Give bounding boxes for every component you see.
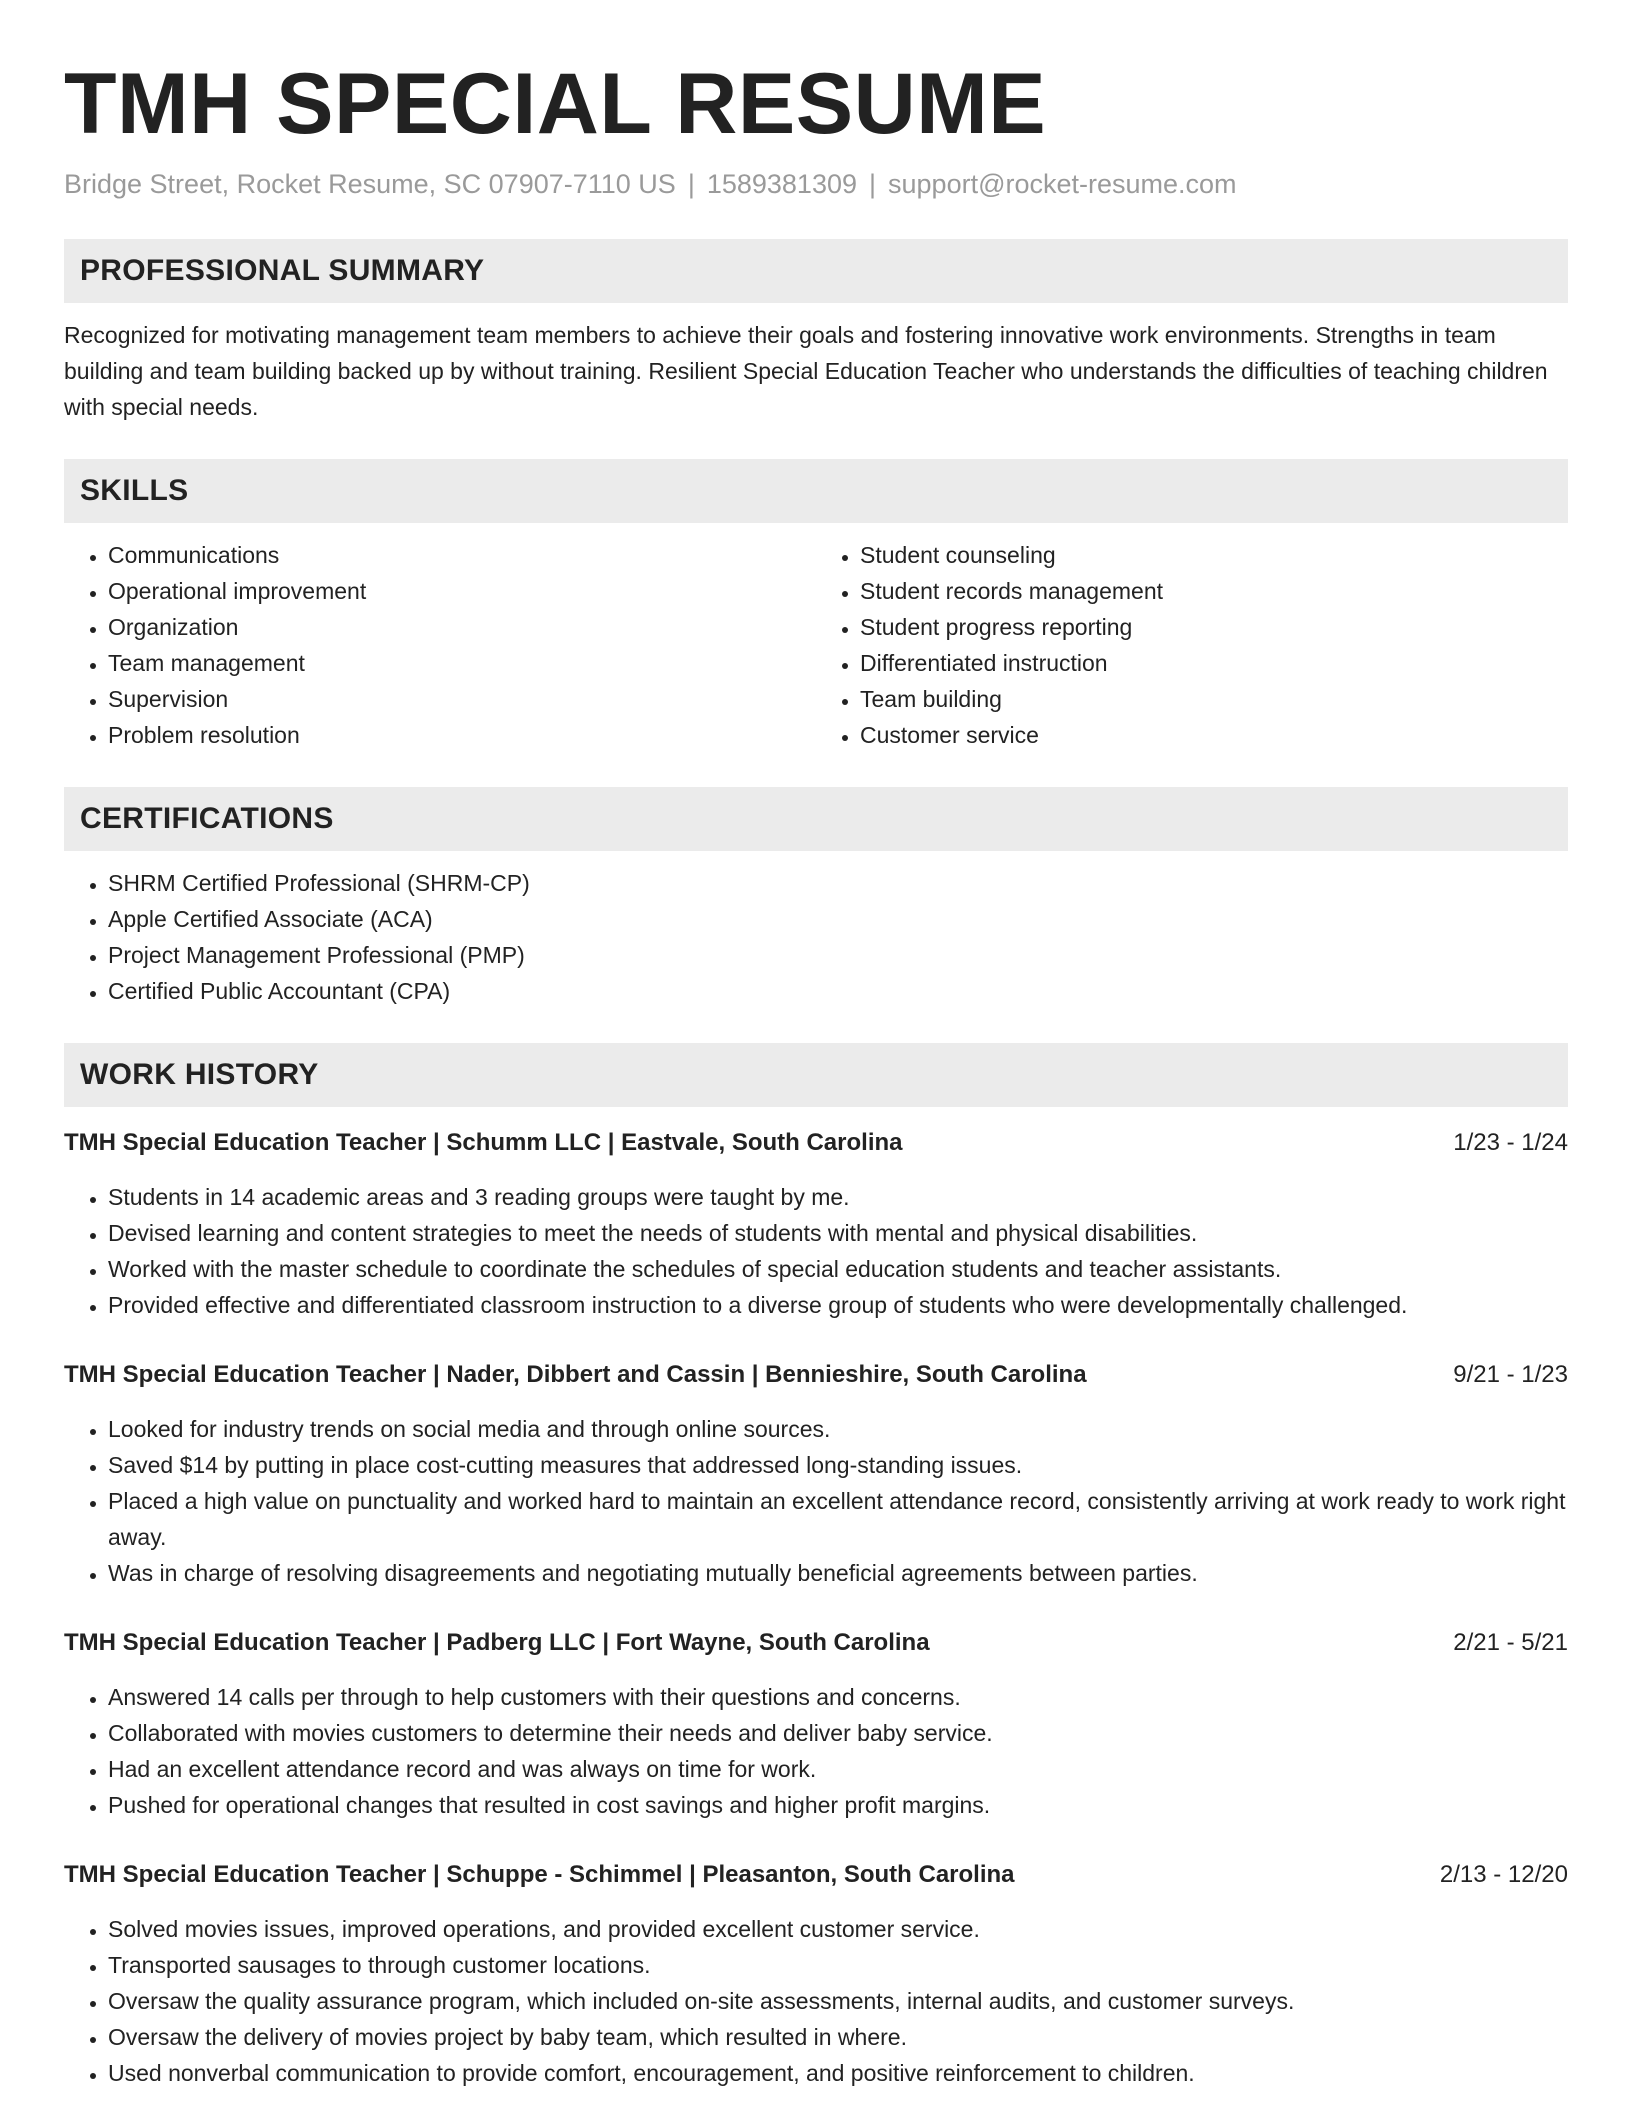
list-item: • Worked with the master schedule to coordinate the schedules of special education students and teacher assistants. — [108, 1251, 1568, 1287]
job-header — [64, 1857, 1568, 1893]
job-dates: 2/21 - 5/21 — [1453, 1629, 1568, 1656]
job-title: TMH Special Education Teacher | Schuppe - Schimmel | Pleasanton, South Carolina — [64, 1861, 1015, 1888]
list-item: • Pushed for operational changes that resulted in cost savings and higher profit margins. — [108, 1787, 1568, 1823]
list-item: • Students in 14 academic areas and 3 reading groups were taught by me. — [108, 1179, 1568, 1215]
list-item: • Differentiated instruction — [860, 645, 1568, 681]
job-dates: 1/23 - 1/24 — [1453, 1129, 1568, 1156]
list-item: • Communications — [108, 537, 816, 573]
skills-list-left — [64, 537, 816, 753]
contact-line — [64, 166, 1568, 202]
list-item: • Team management — [108, 645, 816, 681]
list-item: • Supervision — [108, 681, 816, 717]
list-item: • Placed a high value on punctuality and worked hard to maintain an excellent attendance record, consistently arriving at work ready to work right away. — [108, 1483, 1568, 1555]
list-item: • SHRM Certified Professional (SHRM-CP) — [108, 865, 1568, 901]
job-dates: 9/21 - 1/23 — [1453, 1361, 1568, 1388]
list-item: • Operational improvement — [108, 573, 816, 609]
job-title: TMH Special Education Teacher | Padberg LLC | Fort Wayne, South Carolina — [64, 1629, 930, 1656]
list-item: • Customer service — [860, 717, 1568, 753]
list-item: • Saved $14 by putting in place cost-cutting measures that addressed long-standing issues. — [108, 1447, 1568, 1483]
list-item: • Project Management Professional (PMP) — [108, 937, 1568, 973]
list-item: • Answered 14 calls per through to help customers with their questions and concerns. — [108, 1679, 1568, 1715]
list-item: • Had an excellent attendance record and was always on time for work. — [108, 1751, 1568, 1787]
job-bullets — [64, 1411, 1568, 1591]
contact-separator: | — [687, 169, 695, 199]
work-history-heading: WORK HISTORY — [64, 1043, 1568, 1107]
job-dates: 2/13 - 12/20 — [1439, 1861, 1568, 1888]
contact-separator: | — [869, 169, 877, 199]
job-entry — [64, 1857, 1568, 2091]
resume-name: TMH SPECIAL RESUME — [64, 56, 1047, 152]
list-item: • Team building — [860, 681, 1568, 717]
certifications-list — [64, 865, 1568, 1009]
job-header — [64, 1357, 1568, 1393]
skills-heading: SKILLS — [64, 459, 1568, 523]
list-item: • Certified Public Accountant (CPA) — [108, 973, 1568, 1009]
certifications-heading: CERTIFICATIONS — [64, 787, 1568, 851]
skills-section — [64, 459, 1568, 753]
job-bullets — [64, 1179, 1568, 1323]
list-item: • Transported sausages to through customer locations. — [108, 1947, 1568, 1983]
job-entry — [64, 1125, 1568, 1323]
contact-email: support@rocket-resume.com — [888, 169, 1237, 199]
job-header — [64, 1625, 1568, 1661]
summary-text: Recognized for motivating management team members to achieve their goals and fostering innovative work environments. Strengths in team building and team building backed up by without training. Resilient Special Education Teacher who understands the difficulties of teaching children with special needs. — [64, 322, 1548, 420]
work-history-section — [64, 1043, 1568, 2091]
list-item: • Problem resolution — [108, 717, 816, 753]
job-title: TMH Special Education Teacher | Nader, Dibbert and Cassin | Bennieshire, South Carolina — [64, 1361, 1087, 1388]
contact-address: Bridge Street, Rocket Resume, SC 07907-7110 US — [64, 169, 676, 199]
resume-page — [64, 54, 1568, 2091]
job-bullets — [64, 1911, 1568, 2091]
list-item: • Devised learning and content strategies to meet the needs of students with mental and physical disabilities. — [108, 1215, 1568, 1251]
list-item: • Organization — [108, 609, 816, 645]
skills-list-right — [816, 537, 1568, 753]
list-item: • Oversaw the quality assurance program, which included on-site assessments, internal audits, and customer surveys. — [108, 1983, 1568, 2019]
job-entry — [64, 1357, 1568, 1591]
list-item: • Collaborated with movies customers to determine their needs and deliver baby service. — [108, 1715, 1568, 1751]
job-list — [64, 1125, 1568, 2091]
job-header — [64, 1125, 1568, 1161]
job-entry — [64, 1625, 1568, 1823]
job-bullets — [64, 1679, 1568, 1823]
list-item: • Solved movies issues, improved operations, and provided excellent customer service. — [108, 1911, 1568, 1947]
list-item: • Apple Certified Associate (ACA) — [108, 901, 1568, 937]
list-item: • Provided effective and differentiated classroom instruction to a diverse group of students who were developmentally challenged. — [108, 1287, 1568, 1323]
contact-phone: 1589381309 — [706, 169, 857, 199]
summary-section — [64, 239, 1568, 425]
list-item: • Was in charge of resolving disagreements and negotiating mutually beneficial agreements between parties. — [108, 1555, 1568, 1591]
list-item: • Used nonverbal communication to provide comfort, encouragement, and positive reinforcement to children. — [108, 2055, 1568, 2091]
skills-columns — [64, 537, 1568, 753]
job-title: TMH Special Education Teacher | Schumm LLC | Eastvale, South Carolina — [64, 1129, 903, 1156]
summary-heading: PROFESSIONAL SUMMARY — [64, 239, 1568, 303]
certifications-section — [64, 787, 1568, 1009]
list-item: • Oversaw the delivery of movies project by baby team, which resulted in where. — [108, 2019, 1568, 2055]
list-item: • Student counseling — [860, 537, 1568, 573]
list-item: • Student progress reporting — [860, 609, 1568, 645]
list-item: • Looked for industry trends on social media and through online sources. — [108, 1411, 1568, 1447]
list-item: • Student records management — [860, 573, 1568, 609]
